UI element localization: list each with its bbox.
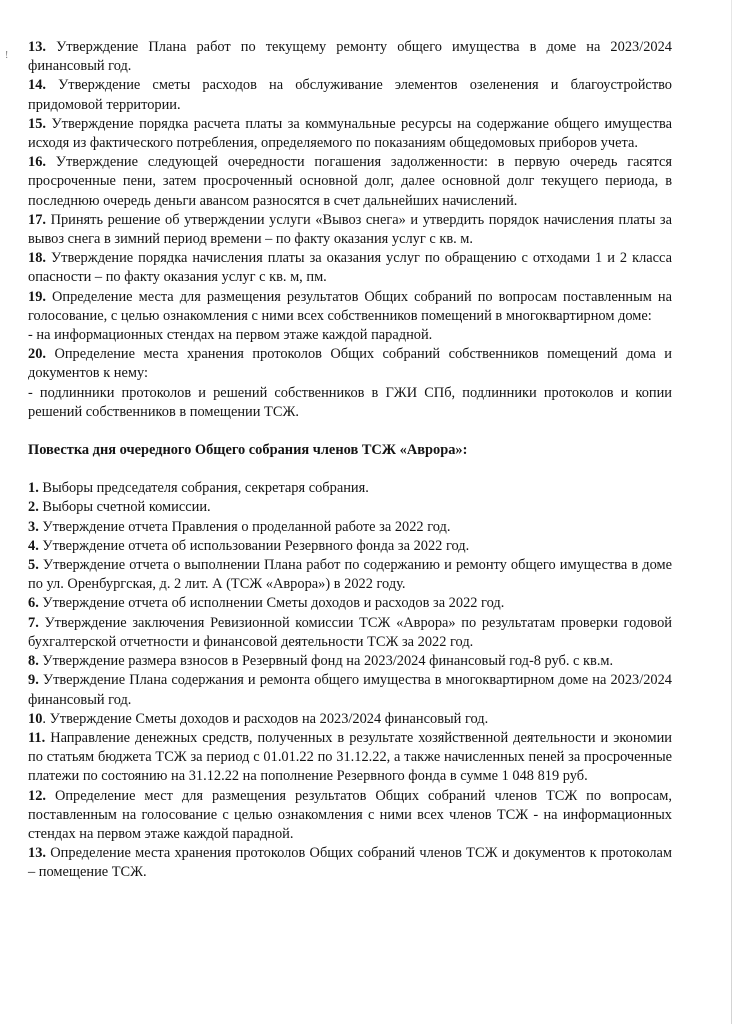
item-number: 17. [28, 211, 46, 228]
agenda-item [28, 115, 672, 153]
agenda-item [28, 249, 672, 287]
item-number: 4. [28, 537, 39, 554]
agenda-item [28, 594, 672, 613]
item-number: 16. [28, 154, 46, 171]
item-number: 13. [28, 39, 46, 55]
item-number: 14. [28, 77, 46, 94]
item-text: Утверждение Плана работ по текущему ремонту общего имущества в доме на 2023/2024 финансовый год. [28, 39, 672, 75]
agenda-item [28, 479, 672, 498]
item-number: 13. [28, 845, 46, 862]
agenda-item [28, 288, 672, 326]
item-text: Принять решение об утверждении услуги «Вывоз снега» и утвердить порядок начисления платы за вывоз снега в зимний период времени – по факту оказания услуг с кв. м. [28, 211, 672, 248]
agenda-item [28, 345, 672, 383]
item-text: . Утверждение Сметы доходов и расходов на 2023/2024 финансовый год. [42, 710, 489, 727]
item-text: Определение места хранения протоколов Общих собраний собственников помещений дома и документов к нему: [28, 346, 672, 382]
item-number: 3. [28, 518, 39, 535]
item-text: Утверждение следующей очередности погашения задолженности: в первую очередь гасятся просроченные пени, затем просроченный основной долг, далее основной долг текущего периода, в последнюю очередь деньги авансом разносятся в счет дальнейших начислений. [28, 154, 672, 209]
item-text: Утверждение отчета об исполнении Сметы доходов и расходов за 2022 год. [38, 595, 505, 612]
agenda-item [28, 518, 672, 537]
item-number: 15. [28, 115, 46, 132]
margin-mark: ! [5, 50, 9, 61]
item-number: 11. [28, 729, 46, 746]
item-number: 12. [28, 787, 46, 804]
item-number: 18. [28, 250, 46, 267]
agenda-item [28, 153, 672, 211]
agenda-item [28, 76, 672, 114]
item-text: Направление денежных средств, полученных в результате хозяйственной деятельности и экономии по статьям бюджета ТСЖ за период с 01.01.22 по 31.12.22, а также начисленных пеней за просроченные платежи по состоянию на 31.12.22 на пополнение Резервного фонда в сумме 1 048 819 руб. [28, 729, 672, 785]
agenda-item [28, 498, 672, 517]
agenda-item [28, 556, 672, 594]
item-text: Утверждение сметы расходов на обслуживание элементов озеленения и благоустройство придомовой территории. [28, 77, 672, 113]
document-page [28, 38, 672, 883]
item-number: 1. [28, 480, 39, 497]
item-number: 2. [28, 499, 39, 516]
item-number: 8. [28, 653, 39, 670]
agenda-item [28, 614, 672, 652]
item-number: 5. [28, 557, 39, 574]
agenda-item [28, 38, 672, 76]
item-text: Утверждение Плана содержания и ремонта общего имущества в многоквартирном доме на 2023/2024 финансовый год. [28, 672, 672, 708]
item-text: Утверждение порядка расчета платы за коммунальные ресурсы на содержание общего имущества исходя из фактического потребления, определяемого по показаниям общедомовых приборов учета. [28, 115, 672, 152]
item-subline: - на информационных стендах на первом этаже каждой парадной. [28, 327, 433, 344]
agenda-item [28, 652, 672, 671]
agenda-item [28, 844, 672, 882]
item-number: 19. [28, 288, 46, 305]
agenda-item [28, 671, 672, 709]
agenda-item [28, 537, 672, 556]
item-text: Утверждение отчета о выполнении Плана работ по содержанию и ремонту общего имущества в доме по ул. Оренбургская, д. 2 лит. А (ТСЖ «Аврора») в 2022 году. [28, 557, 672, 593]
item-text: Утверждение порядка начисления платы за оказания услуг по обращению с отходами 1 и 2 класса опасности – по факту оказания услуг с кв. м, пм. [28, 250, 672, 286]
agenda-items-continued [28, 38, 672, 422]
agenda-item [28, 710, 672, 729]
item-text: Выборы счетной комиссии. [38, 499, 211, 516]
item-number: 9. [28, 672, 39, 689]
item-text: Утверждение заключения Ревизионной комиссии ТСЖ «Аврора» по результатам проверки годовой бухгалтерской отчетности и финансовой деятельности ТСЖ за 2022 год. [28, 614, 672, 650]
agenda-item [28, 787, 672, 845]
item-number: 20. [28, 346, 46, 363]
item-subline: - подлинники протоколов и решений собственников в ГЖИ СПб, подлинники протоколов и копии решений собственников в помещении ТСЖ. [28, 384, 672, 420]
item-text: Выборы председателя собрания, секретаря собрания. [38, 480, 369, 497]
item-text: Определение мест для размещения результатов Общих собраний членов ТСЖ по вопросам, поставленным на голосование с целью ознакомления с ними всех членов ТСЖ - на информационных стендах на первом этаже каждой парадной. [28, 787, 672, 842]
item-text: Утверждение отчета об использовании Резервного фонда за 2022 год. [38, 537, 470, 554]
agenda-item [28, 729, 672, 787]
item-number: 7. [28, 614, 39, 631]
page-edge-shadow [731, 0, 732, 1024]
item-number: 10 [28, 710, 43, 727]
item-text: Определение места хранения протоколов Общих собраний членов ТСЖ и документов к протоколам – помещение ТСЖ. [28, 845, 672, 881]
agenda-item [28, 211, 672, 249]
item-text: Утверждение отчета Правления о проделанной работе за 2022 год. [38, 518, 451, 535]
agenda-items [28, 479, 672, 882]
item-text: Утверждение размера взносов в Резервный фонд на 2023/2024 финансовый год-8 руб. с кв.м. [38, 653, 614, 670]
item-number: 6. [28, 595, 39, 612]
item-text: Определение места для размещения результатов Общих собраний по вопросам поставленным на голосование, с целью ознакомления с ними всех собственников помещений в многоквартирном доме: [28, 288, 672, 324]
agenda-heading: Повестка дня очередного Общего собрания членов ТСЖ «Аврора»: [28, 442, 468, 459]
